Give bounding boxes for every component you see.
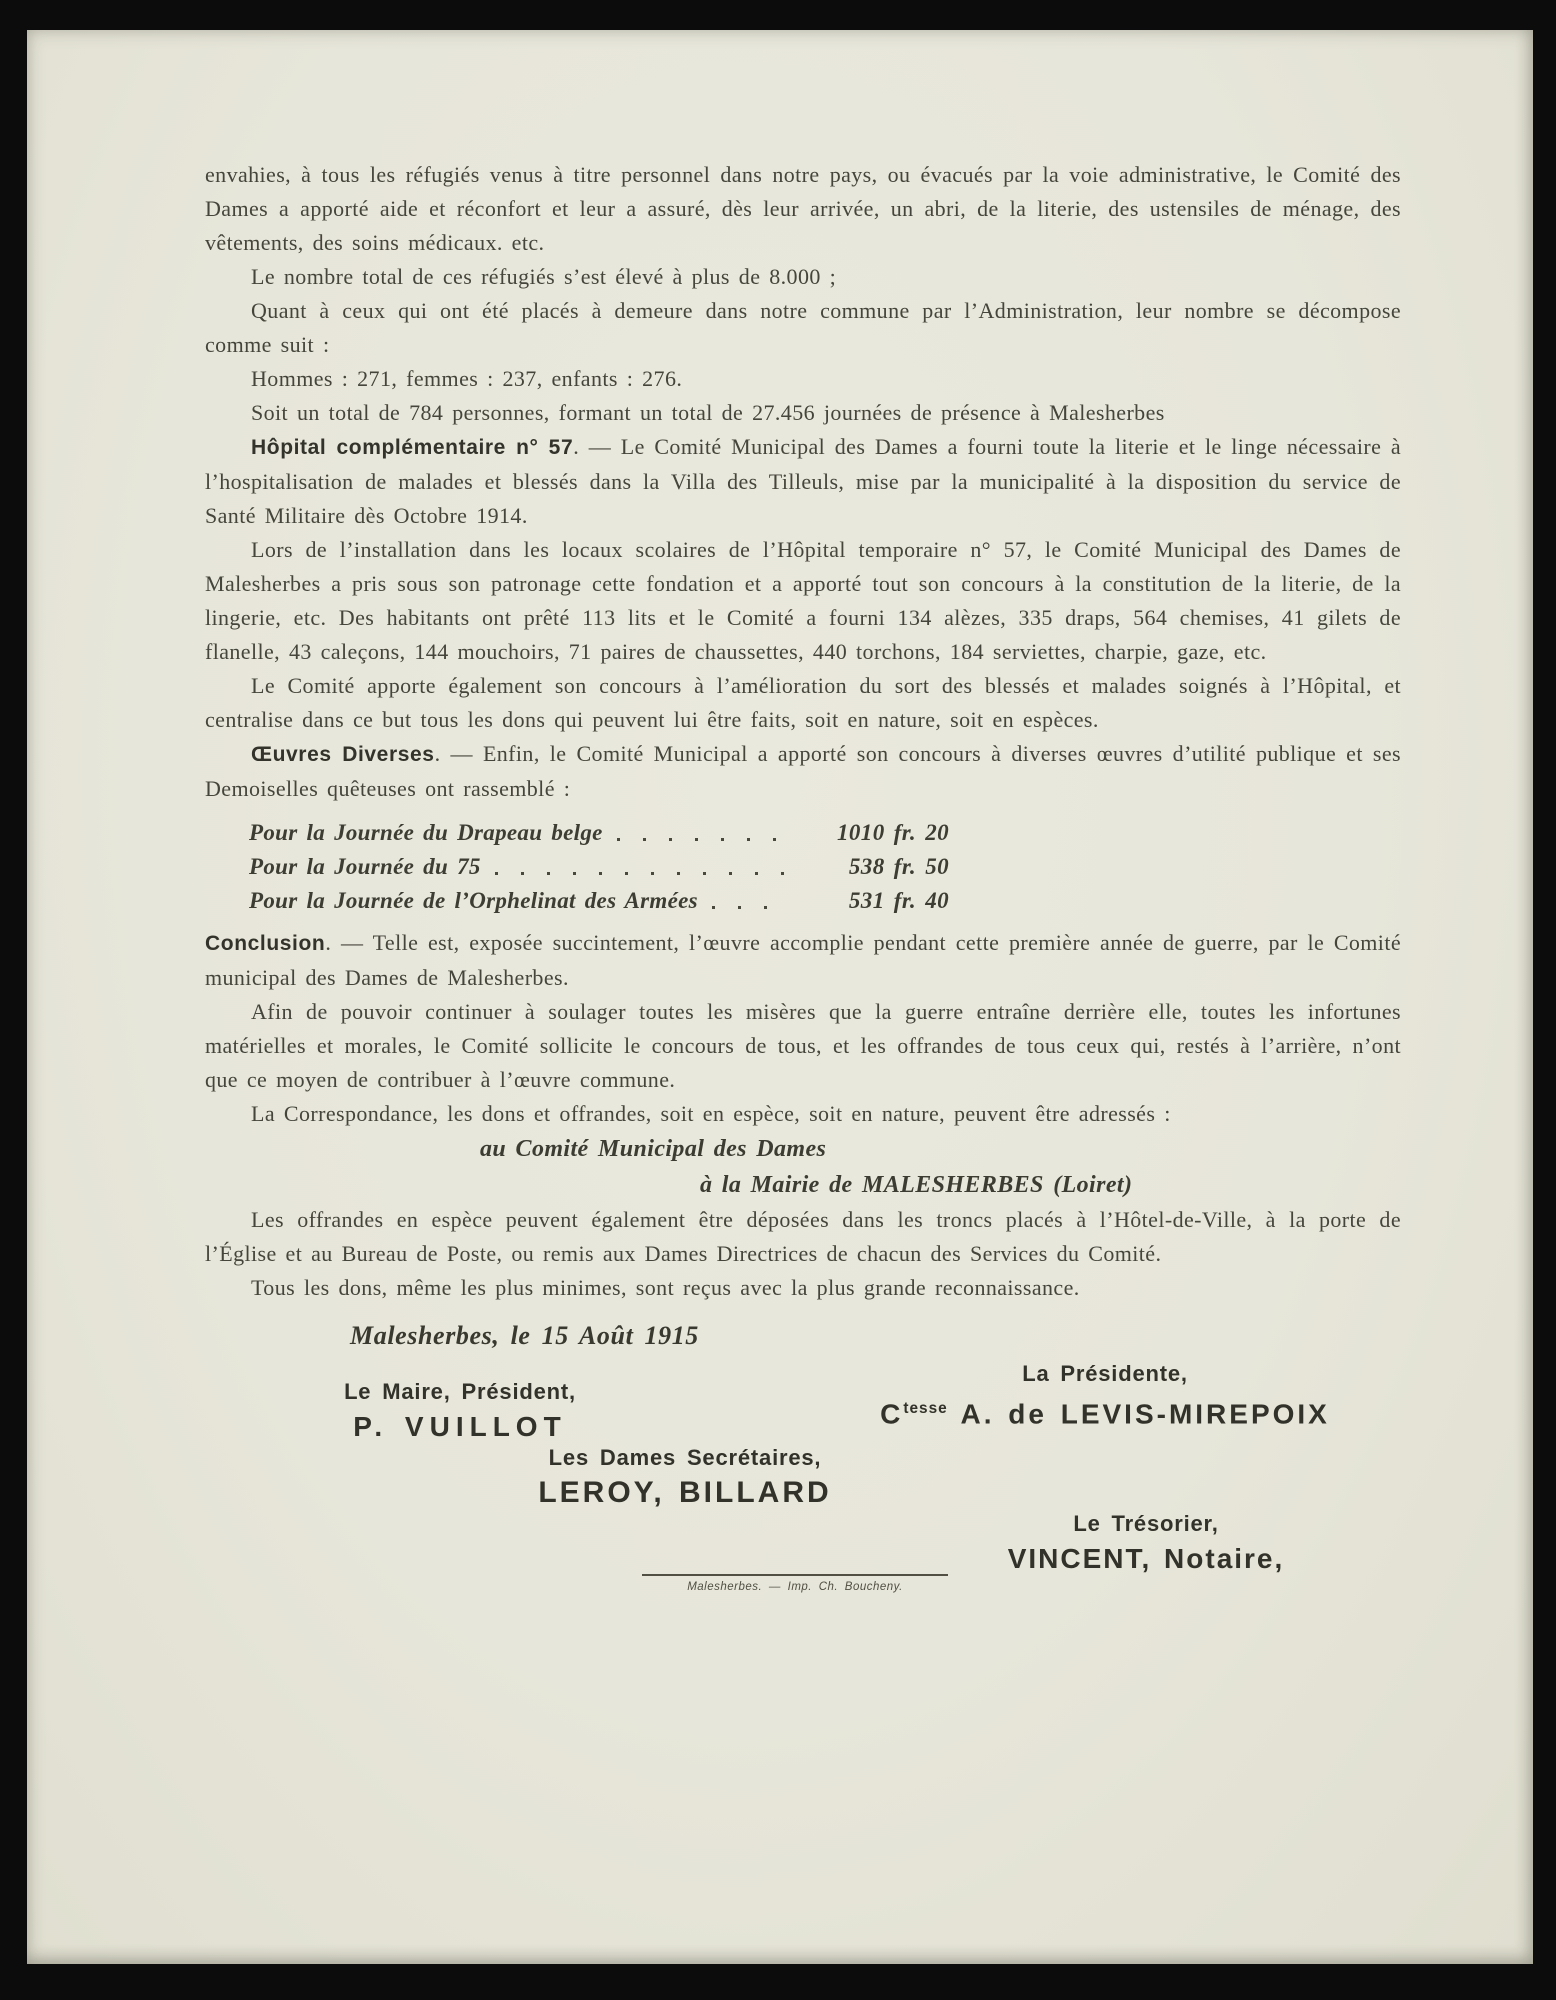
- donation-row-journee-75: [249, 850, 949, 884]
- signatures-block: [205, 1359, 1401, 1574]
- signature-secretaires: [495, 1445, 875, 1509]
- donation-amount: 1010 fr. 20: [837, 820, 949, 845]
- name-rest: A. de LEVIS-MIREPOIX: [947, 1398, 1330, 1430]
- date-line: Malesherbes, le 15 Août 1915: [350, 1321, 699, 1350]
- paragraph-afin: Afin de pouvoir continuer à soulager toutes les misères que la guerre entraîne derrière elle, toutes les infortunes matérielles et morales, le Comité sollicite le concours de tous, et les offrandes de tous ceux qui, restés à l’arrière, n’ont que ce moyen de contribuer à l’œuvre commune.: [205, 999, 1401, 1092]
- paragraph-intro-continuation: envahies, à tous les réfugiés venus à titre personnel dans notre pays, ou évacués par la voie administrative, le Comité des Dames a apporté aide et réconfort et leur a assuré, dès leur arrivée, un abri, de la literie, des ustensiles de ménage, des vêtements, des soins médicaux. etc.: [205, 162, 1401, 255]
- donations-table: [249, 816, 949, 918]
- hopital-section-heading: Hôpital complémentaire n° 57: [251, 436, 574, 459]
- paragraph-offrandes: Les offrandes en espèce peuvent également être déposées dans les troncs placés à l’Hôtel-de-Ville, à la porte de l’Église et au Bureau de Poste, ou remis aux Dames Directrices de chacun des Services du Comité.: [205, 1207, 1401, 1266]
- signature-maire: [310, 1379, 610, 1443]
- donation-amount: 531 fr. 40: [848, 888, 949, 913]
- paragraph-hommes-femmes-enfants: Hommes : 271, femmes : 237, enfants : 276.: [251, 366, 683, 391]
- signature-name: VINCENT, Notaire,: [1007, 1543, 1285, 1574]
- paragraph-oeuvres-diverses: [205, 737, 1401, 806]
- paragraph-quant: Quant à ceux qui ont été placés à demeure dans notre commune par l’Administration, leur nombre se décompose comme suit :: [205, 298, 1401, 357]
- donation-row-drapeau-belge: [249, 816, 949, 850]
- donation-amount: 538 fr. 50: [848, 854, 949, 879]
- scanned-page: [27, 30, 1533, 1964]
- donation-row-orphelinat: [249, 884, 949, 918]
- conclusion-section-text: . — Telle est, exposée succintement, l’œuvre accomplie pendant cette première année de guerre, par le Comité municipal des Dames de Malesherbes.: [205, 930, 1401, 990]
- address-line-comite: au Comité Municipal des Dames: [480, 1136, 827, 1162]
- donation-label: Pour la Journée du 75: [249, 854, 481, 879]
- signature-title: La Présidente,: [1022, 1361, 1188, 1386]
- signature-name: LEROY, BILLARD: [538, 1476, 832, 1509]
- conclusion-section-heading: Conclusion: [205, 932, 326, 955]
- dot-leader: [617, 838, 789, 841]
- oeuvres-section-heading: Œuvres Diverses: [251, 743, 435, 766]
- paragraph-hopital: [205, 430, 1401, 533]
- dot-leader: [712, 906, 789, 909]
- signature-name: P. VUILLOT: [353, 1411, 567, 1442]
- paragraph-comite-apporte: Le Comité apporte également son concours à l’amélioration du sort des blessés et malades soignés à l’Hôpital, et centralise dans ce but tous les dons qui peuvent lui être faits, soit en nature, soit en espèces.: [205, 673, 1401, 732]
- paragraph-correspondance: La Correspondance, les dons et offrandes, soit en espèce, soit en nature, peuvent être adressés :: [251, 1101, 1171, 1126]
- hopital-section-text: . — Le Comité Municipal des Dames a fourni toute la literie et le linge nécessaire à l’hospitalisation de malades et blessés dans la Villa des Tilleuls, mise par la municipalité à la disposition du service de Santé Militaire dès Octobre 1914.: [205, 434, 1402, 528]
- paragraph-conclusion: [205, 926, 1401, 995]
- page-text-block: [205, 158, 1401, 1594]
- name-prefix: C: [880, 1398, 904, 1430]
- paragraph-tous-les-dons: Tous les dons, même les plus minimes, sont reçus avec la plus grande reconnaissance.: [251, 1275, 1080, 1300]
- donation-label: Pour la Journée du Drapeau belge: [249, 820, 603, 845]
- oeuvres-section-text: . — Enfin, le Comité Municipal a apporté son concours à diverses œuvres d’utilité publique et ses Demoiselles quêteuses ont rassemblé :: [205, 741, 1401, 801]
- signature-title: Le Trésorier,: [1073, 1511, 1219, 1536]
- paragraph-lors-installation: Lors de l’installation dans les locaux scolaires de l’Hôpital temporaire n° 57, le Comité Municipal des Dames de Malesherbes a pris sous son patronage cette fondation et a apporté tout son concours à la constitution de la literie, de la lingerie, etc. Des habitants ont prêté 113 lits et le Comité a fourni 134 alèzes, 335 draps, 564 chemises, 41 gilets de flanelle, 43 caleçons, 144 mouchoirs, 71 paires de chaussettes, 440 torchons, 184 serviettes, charpie, gaze, etc.: [205, 537, 1401, 664]
- signature-tresorier: [956, 1511, 1336, 1575]
- signature-title: Le Maire, Président,: [344, 1379, 576, 1404]
- signature-presidente: [865, 1361, 1345, 1430]
- donation-label: Pour la Journée de l’Orphelinat des Armées: [249, 888, 698, 913]
- dot-leader: [495, 872, 789, 875]
- printer-imprint: Malesherbes. — Imp. Ch. Boucheny.: [642, 1574, 948, 1594]
- signature-name: [865, 1393, 1345, 1430]
- signature-title: Les Dames Secrétaires,: [548, 1445, 822, 1470]
- address-line-mairie: à la Mairie de MALESHERBES (Loiret): [700, 1172, 1133, 1198]
- name-superscript: tesse: [903, 1400, 948, 1417]
- paragraph-soit-total: Soit un total de 784 personnes, formant un total de 27.456 journées de présence à Malesherbes: [251, 400, 1165, 425]
- paragraph-nombre-total: Le nombre total de ces réfugiés s’est élevé à plus de 8.000 ;: [251, 264, 837, 289]
